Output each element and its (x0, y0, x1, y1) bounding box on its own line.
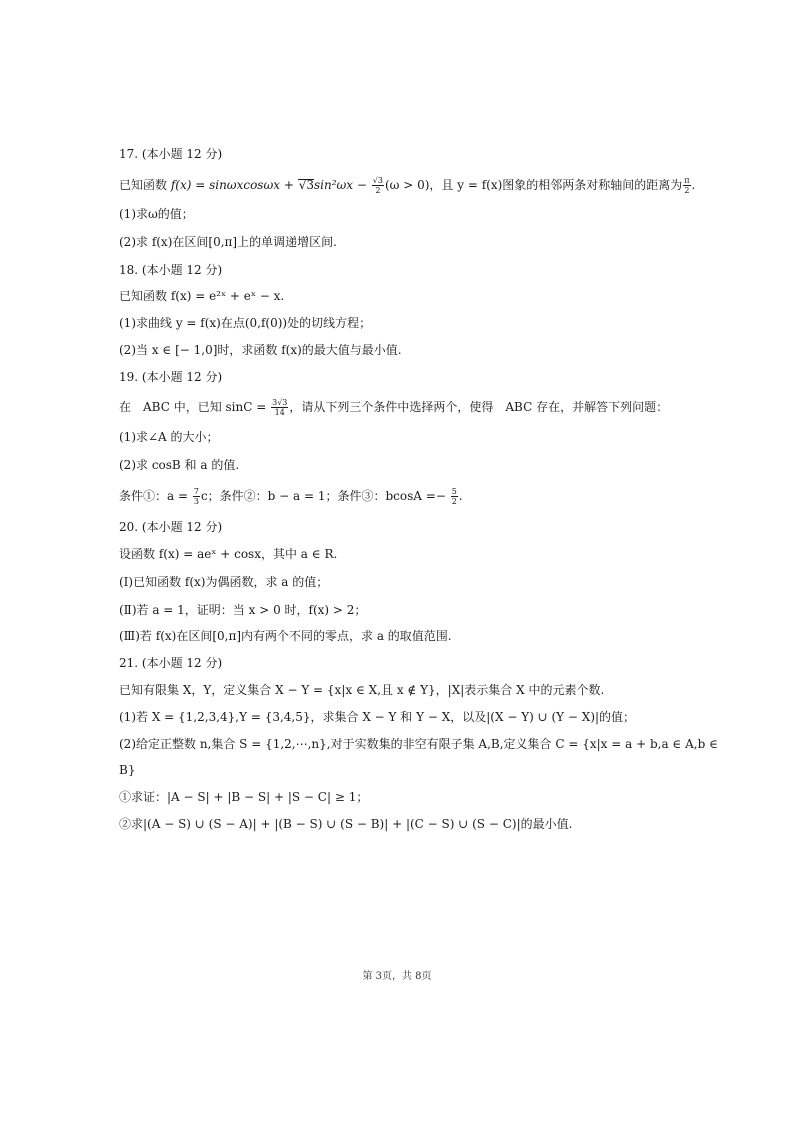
q19-cond-frac2-den: 2 (451, 497, 457, 506)
q17-stem (119, 176, 695, 195)
q17-stem-prefix: 已知函数 (119, 178, 171, 192)
q17-pi-frac (683, 176, 690, 195)
q19-frac-den: 14 (274, 408, 285, 417)
q17-stem-sin2: sin²ωx − (313, 178, 371, 192)
q17-part2: (2)求 f(x)在区间[0,π]上的单调递增区间. (119, 235, 337, 249)
q20-part3: (Ⅲ)若 f(x)在区间[0,π]内有两个不同的零点，求 a 的取值范围. (119, 629, 452, 643)
q19-cond-frac (193, 487, 200, 506)
q19-cond-frac2 (451, 487, 458, 506)
q19-cond-a: 条件①：a = (119, 489, 192, 503)
q20-header: 20. (本小题 12 分) (119, 520, 223, 534)
q21-subpart1: ①求证：|A − S| + |B − S| + |S − C| ≥ 1； (119, 790, 369, 804)
q21-part1: (1)若 X = {1,2,3,4},Y = {3,4,5}，求集合 X − Y 和 Y − X，以及|(X − Y) ∪ (Y − X)|的值； (119, 710, 636, 724)
q20-stem: 设函数 f(x) = aeˣ + cosx，其中 a ∈ R. (119, 547, 338, 561)
q19-cond-frac-den: 3 (193, 497, 199, 506)
q21-subpart2: ②求|(A − S) ∪ (S − A)| + |(B − S) ∪ (S − B)| + |(C − S) ∪ (S − C)|的最小值. (119, 817, 573, 831)
q19-stem-a: 在 ABC 中，已知 sinC = (119, 400, 271, 414)
q18-header: 18. (本小题 12 分) (119, 263, 223, 277)
q18-stem: 已知函数 f(x) = e²ˣ + eˣ − x. (119, 289, 285, 303)
q21-part2-line1: (2)给定正整数 n,集合 S = {1,2,⋯,n},对于实数集的非空有限子集 A,B,定义集合 C = {x|x = a + b,a ∈ A,b ∈ (119, 737, 718, 751)
q17-frac (372, 176, 384, 195)
q19-cond-frac2-num: 5 (451, 487, 457, 496)
q17-frac-den: 2 (375, 186, 381, 195)
q19-frac (271, 398, 288, 417)
q19-part2: (2)求 cosB 和 a 的值. (119, 458, 240, 472)
q17-pi-den: 2 (684, 186, 690, 195)
q21-stem: 已知有限集 X，Y，定义集合 X − Y = {x|x ∈ X,且 x ∉ Y}，|X|表示集合 X 中的元素个数. (119, 683, 605, 697)
q17-stem-cond: (ω > 0)，且 y = f(x)图象的相邻两条对称轴间的距离为 (384, 178, 683, 192)
q17-sqrt3: √3 (298, 178, 314, 192)
q17-part1: (1)求ω的值； (119, 207, 194, 221)
q19-frac-num: 3√3 (272, 398, 288, 407)
q18-part2: (2)当 x ∈ [− 1,0]时，求函数 f(x)的最大值与最小值. (119, 343, 402, 357)
q17-stem-end: . (691, 178, 696, 192)
q21-header: 21. (本小题 12 分) (119, 656, 223, 670)
q17-frac-num: √3 (372, 176, 383, 185)
q17-pi-num: π (684, 176, 690, 185)
q21-part2-line2: B} (119, 763, 136, 777)
q19-cond-b: c；条件②：b − a = 1；条件③：bcosA =− (200, 489, 450, 503)
q17-header: 17. (本小题 12 分) (119, 147, 223, 161)
q19-header: 19. (本小题 12 分) (119, 370, 223, 384)
q18-part1: (1)求曲线 y = f(x)在点(0,f(0))处的切线方程； (119, 316, 372, 330)
q19-cond-c: . (458, 489, 463, 503)
q20-part2: (Ⅱ)若 a = 1，证明：当 x > 0 时，f(x) > 2； (119, 603, 367, 617)
q19-cond-frac-num: 7 (193, 487, 199, 496)
page-footer: 第 3页，共 8页 (362, 971, 432, 982)
q19-stem-b: ，请从下列三个条件中选择两个，使得 ABC 存在，并解答下列问题： (289, 400, 669, 414)
q20-part1: (Ⅰ)已知函数 f(x)为偶函数，求 a 的值； (119, 575, 329, 589)
q19-part1: (1)求∠A 的大小； (119, 430, 219, 444)
q17-stem-fx: f(x) = sinωxcosωx + (170, 178, 298, 192)
q19-stem (119, 398, 668, 417)
q19-conditions (119, 487, 463, 506)
